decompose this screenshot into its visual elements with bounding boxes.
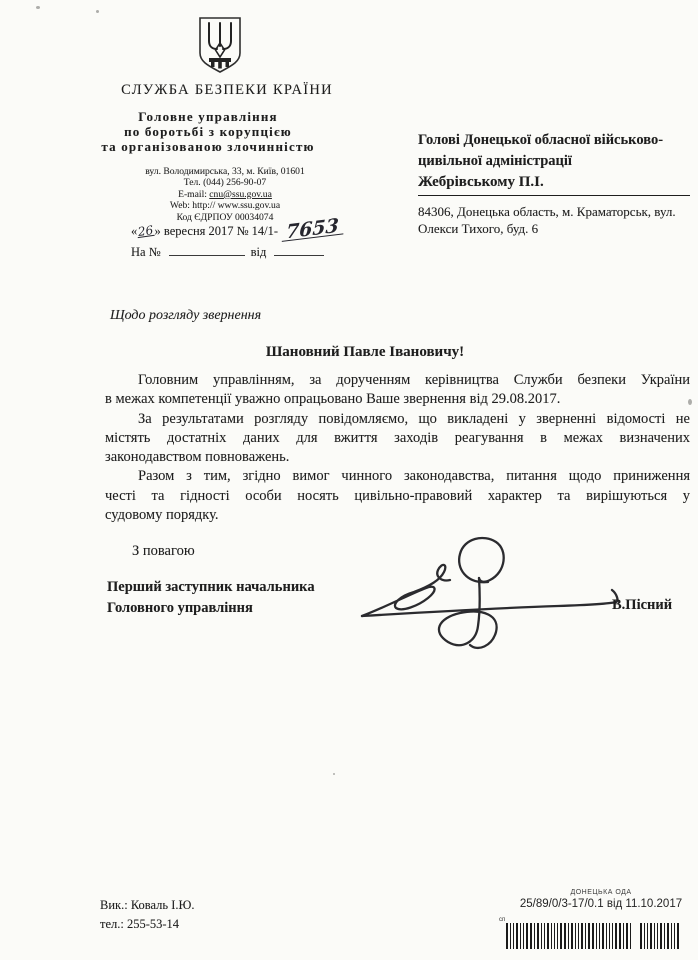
barcode-bar — [520, 923, 521, 949]
barcode-bar — [674, 923, 675, 949]
subject-line: Щодо розгляду звернення — [110, 308, 262, 323]
email-line — [115, 189, 335, 200]
barcode-bar — [630, 923, 631, 949]
barcode-bar — [599, 923, 600, 949]
email-label: E-mail: — [178, 188, 210, 200]
barcode-bar — [606, 923, 607, 949]
barcode-bar — [588, 923, 590, 949]
barcode-bar — [506, 923, 508, 949]
barcode-bar — [534, 923, 535, 949]
barcode-bar — [516, 923, 518, 949]
executor-line: Вик.: Коваль І.Ю. — [100, 898, 195, 912]
reference-line — [131, 243, 324, 260]
recipient-title-line: Голові Донецької обласної військово- — [418, 132, 664, 148]
letterhead-address-block — [115, 166, 335, 223]
barcode — [506, 923, 681, 949]
barcode-bar — [526, 923, 528, 949]
recipient-block — [418, 130, 690, 237]
barcode-gap — [633, 923, 640, 949]
barcode-bar — [530, 923, 532, 949]
department-line: Головне управління — [138, 109, 278, 124]
barcode-bar — [657, 923, 658, 949]
barcode-bar — [619, 923, 621, 949]
barcode-bar — [575, 923, 576, 949]
signer-title — [107, 577, 315, 618]
ref-label: На № — [131, 245, 161, 259]
barcode-bar — [547, 923, 549, 949]
scan-speck — [333, 773, 335, 775]
barcode-note: сп — [499, 917, 506, 923]
street-address: вул. Володимирська, 33, м. Київ, 01601 — [145, 166, 305, 177]
body-line: Разом з тим, згідно вимог чинного законодавства, питання щодо приниження — [138, 468, 690, 485]
signer-title-line: Перший заступник начальника — [107, 579, 315, 595]
barcode-bar — [612, 923, 613, 949]
salutation: Шановний Павле Івановичу! — [265, 344, 465, 360]
signature-scribble-icon — [338, 528, 638, 663]
quote-close: » — [154, 224, 161, 238]
barcode-bar — [644, 923, 645, 949]
barcode-block — [499, 917, 681, 949]
ukraine-trident-emblem-icon — [197, 16, 243, 79]
barcode-bar — [592, 923, 594, 949]
web-line: Web: http:// www.ssu.gov.ua — [169, 200, 281, 212]
phone-line: Тел. (044) 256-90-07 — [183, 177, 267, 189]
body-line: За результатами розгляду повідомляємо, що викладені у зверненні відомості не — [138, 410, 690, 427]
scan-speck — [96, 10, 99, 13]
ref-vid-label: від — [250, 245, 267, 259]
department-line: та організованою злочинністю — [101, 139, 315, 155]
barcode-bar — [667, 923, 669, 949]
body-line: в межах компетенції уважно опрацьовано Ваше звернення від 29.08.2017. — [105, 391, 561, 408]
barcode-bar — [602, 923, 604, 949]
barcode-bar — [623, 923, 624, 949]
barcode-bar — [640, 923, 642, 949]
handwritten-outgoing-number: 7653 — [282, 217, 344, 242]
barcode-bar — [560, 923, 562, 949]
barcode-bar — [671, 923, 672, 949]
barcode-bar — [626, 923, 628, 949]
body-line: містять достатніх даних для вжиття заходів реагування в межах визначених — [105, 429, 690, 446]
handwritten-day: 26 — [137, 223, 155, 240]
barcode-bar — [554, 923, 555, 949]
barcode-bar — [650, 923, 652, 949]
barcode-bar — [615, 923, 617, 949]
barcode-bar — [557, 923, 558, 949]
barcode-bar — [537, 923, 539, 949]
barcode-bar — [609, 923, 610, 949]
footer-executor-block — [100, 896, 195, 934]
recipient-title-line: цивільної адміністрації — [418, 153, 572, 169]
recipient-address-line: Олекси Тихого, буд. 6 — [418, 221, 539, 236]
barcode-bar — [513, 923, 514, 949]
barcode-bar — [544, 923, 545, 949]
barcode-bar — [647, 923, 648, 949]
barcode-bar — [523, 923, 524, 949]
body-line: Головним управлінням, за дорученням керівництва Служби безпеки України — [138, 372, 690, 388]
quote-open: « — [131, 224, 138, 238]
recipient-address-line: 84306, Донецька область, м. Краматорськ, вул. — [418, 204, 676, 219]
blank-line — [274, 243, 324, 256]
signer-title-line: Головного управління — [107, 599, 253, 616]
recipient-name: Жебрівському П.І. — [418, 172, 690, 196]
barcode-bar — [551, 923, 552, 949]
barcode-bar — [568, 923, 569, 949]
barcode-bar — [585, 923, 586, 949]
scan-speck — [36, 6, 40, 9]
executor-phone-line: тел.: 255-53-14 — [100, 917, 180, 931]
barcode-bar — [571, 923, 573, 949]
body-line: честі та гідності особи носять цивільно-правовий характер та вирішуються у — [105, 487, 690, 504]
body-line: законодавством повноважень. — [105, 449, 290, 466]
body-line: судовому порядку. — [105, 507, 219, 524]
email-address: cnu@ssu.gov.ua — [209, 188, 272, 200]
recipient-address — [418, 203, 690, 237]
stamp-registration-number: 25/89/0/3-17/0.1 від 11.10.2017 — [519, 898, 683, 910]
closing-regards: З повагою — [132, 543, 195, 559]
barcode-bar — [578, 923, 579, 949]
stamp-org-name: ДОНЕЦЬКА ОДА — [570, 889, 632, 896]
barcode-bar — [664, 923, 665, 949]
department-name — [98, 109, 318, 155]
org-name: СЛУЖБА БЕЗПЕКИ КРАЇНИ — [121, 82, 333, 98]
blank-line — [169, 243, 245, 256]
barcode-bar — [660, 923, 662, 949]
barcode-bar — [581, 923, 583, 949]
barcode-bar — [677, 923, 679, 949]
barcode-bar — [564, 923, 566, 949]
barcode-bar — [541, 923, 542, 949]
body-paragraphs — [105, 371, 690, 525]
barcode-bar — [654, 923, 655, 949]
department-line: по боротьбі з корупцією — [124, 124, 292, 140]
edrpou-line: Код ЄДРПОУ 00034074 — [176, 211, 274, 223]
barcode-bar — [510, 923, 511, 949]
signer-name: В.Пісний — [612, 597, 673, 613]
barcode-bar — [596, 923, 597, 949]
date-text: вересня 2017 № 14/1- — [160, 224, 279, 238]
